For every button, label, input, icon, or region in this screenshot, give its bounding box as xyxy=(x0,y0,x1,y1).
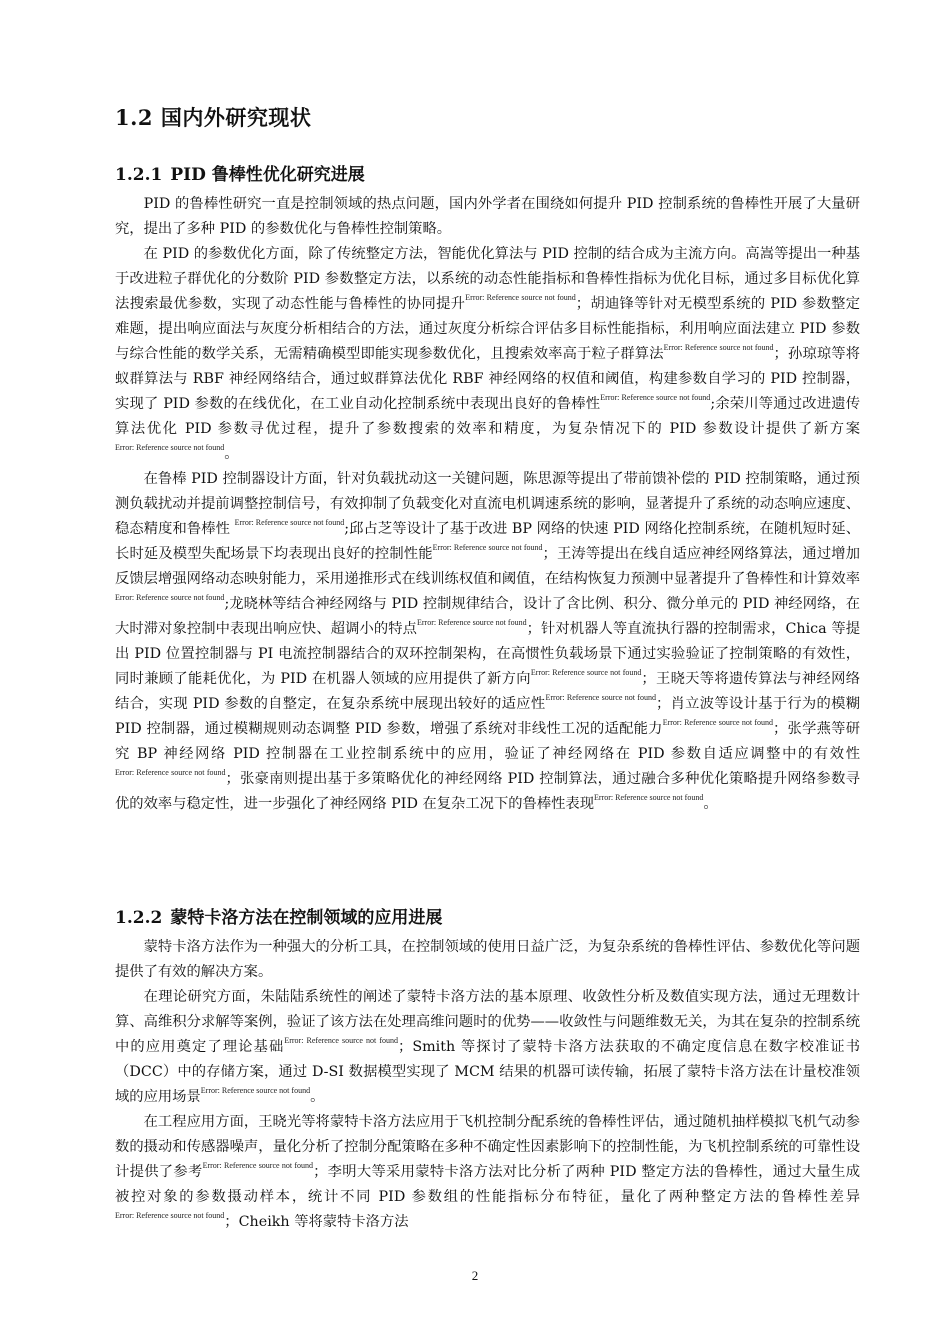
paragraph-text: 在工程应用方面，王晓光等将蒙特卡洛方法应用于飞机控制分配系统的鲁棒性评估，通过随机抽样模拟飞机气动参数的摄动和传感器噪声，量化分析了控制分配策略在多种不确定性因素影响下的控制性能，为飞机控制系统的可靠性设计提供了参考 xyxy=(115,1114,860,1180)
paragraph xyxy=(115,935,860,985)
paragraph-text: ;邱占芝等设计了基于改进 BP 网络的快速 PID 网络化控制系统，在随机短时延、长时延及模型失配场景下均表现出良好的控制性能 xyxy=(115,521,860,562)
subsection-number: 1.2.2 xyxy=(115,908,163,928)
paragraph xyxy=(115,1110,860,1235)
paragraph-text: 在鲁棒 PID 控制器设计方面，针对负载扰动这一关键问题，陈思源等提出了带前馈补偿的 PID 控制策略，通过预测负载扰动并提前调整控制信号，有效抑制了负载变化对直流电机调速系统的影响，显著提升了系统的动态响应速度、稳态精度和鲁棒性 xyxy=(115,471,860,537)
paragraph-text: 。 xyxy=(224,446,239,462)
reference-error-marker: Error: Reference source not found xyxy=(115,593,225,602)
reference-error-marker: Error: Reference source not found xyxy=(284,1036,399,1045)
reference-error-marker: Error: Reference source not found xyxy=(432,543,543,552)
paragraph-text: ；王涛等提出在线自适应神经网络算法，通过增加反馈层增强网络动态映射能力，采用递推形式在线训练权值和阈值，在结构恢复力预测中显著提升了鲁棒性和计算效率 xyxy=(115,546,860,587)
reference-error-marker: Error: Reference source not found xyxy=(115,768,226,777)
page-number: 2 xyxy=(471,1268,479,1283)
reference-error-marker: Error: Reference source not found xyxy=(416,618,527,627)
subsection-title-text: PID 鲁棒性优化研究进展 xyxy=(170,165,365,185)
reference-error-marker: Error: Reference source not found xyxy=(594,793,704,802)
paragraph-text: ；王晓天等将遗传算法与神经网络结合，实现 PID 参数的自整定，在复杂系统中展现出较好的适应性 xyxy=(115,671,860,712)
reference-error-marker: Error: Reference source not found xyxy=(200,1086,311,1095)
paragraph-text: 。 xyxy=(310,1089,325,1105)
subsection-body-1 xyxy=(115,192,860,817)
paragraph-text: ；李明大等采用蒙特卡洛方法对比分析了两种 PID 整定方法的鲁棒性，通过大量生成被控对象的参数摄动样本，统计不同 PID 参数组的性能指标分布特征，量化了两种整定方法的鲁棒性差异 xyxy=(115,1164,860,1205)
paragraph-text: 。 xyxy=(703,796,718,812)
paragraph-text: ；张豪南则提出基于多策略优化的神经网络 PID 控制算法，通过融合多种优化策略提升网络参数寻优的效率与稳定性，进一步强化了神经网络 PID 在复杂工况下的鲁棒性表现 xyxy=(115,771,860,812)
paragraph xyxy=(115,242,860,467)
reference-error-marker: Error: Reference source not found xyxy=(202,1161,314,1170)
paragraph-text: ;龙晓林等结合神经网络与 PID 控制规律结合，设计了含比例、积分、微分单元的 PID 神经网络，在大时滞对象控制中表现出响应快、超调小的特点 xyxy=(115,596,860,637)
reference-error-marker: Error: Reference source not found xyxy=(545,693,656,702)
subsection-title-1 xyxy=(115,160,365,185)
paragraph-text: 蒙特卡洛方法作为一种强大的分析工具，在控制领域的使用日益广泛，为复杂系统的鲁棒性评估、参数优化等问题提供了有效的解决方案。 xyxy=(115,939,860,980)
paragraph-text: ；张学燕等研究 BP 神经网络 PID 控制器在工业控制系统中的应用，验证了神经网络在 PID 参数自适应调整中的有效性 xyxy=(115,721,861,762)
paragraph-text: 在 PID 的参数优化方面，除了传统整定方法，智能优化算法与 PID 控制的结合成为主流方向。高嵩等提出一种基于改进粒子群优化的分数阶 PID 参数整定方法，以系统的动态性能指标和鲁棒性指标为优化目标，通过多目标优化算法搜索最优参数，实现了动态性能与鲁棒性的协同提升 xyxy=(115,246,860,312)
subsection-title-text: 蒙特卡洛方法在控制领域的应用进展 xyxy=(170,908,443,928)
subsection-number: 1.2.1 xyxy=(115,165,163,185)
section-heading: 1.2 国内外研究现状 xyxy=(115,105,312,130)
reference-error-marker: Error: Reference source not found xyxy=(115,443,225,452)
reference-error-marker: Error: Reference source not found xyxy=(115,1211,225,1220)
paragraph-text: ；孙琼琼等将蚁群算法与 RBF 神经网络结合，通过蚁群算法优化 RBF 神经网络的权值和阈值，构建参数自学习的 PID 控制器，实现了 PID 参数的在线优化，在工业自动化控制系统中表现出良好的鲁棒性 xyxy=(115,346,861,412)
paragraph-text: ；Smith 等探讨了蒙特卡洛方法获取的不确定度信息在数字校准证书（DCC）中的存储方案，通过 D-SI 数据模型实现了 MCM 结果的机器可读传输，拓展了蒙特卡洛方法在计量校准领域的应用场景 xyxy=(115,1039,861,1105)
paragraph xyxy=(115,985,860,1110)
paragraph-text: 在理论研究方面，朱陆陆系统性的阐述了蒙特卡洛方法的基本原理、收敛性分析及数值实现方法，通过无理数计算、高维积分求解等案例，验证了该方法在处理高维问题时的优势——收敛性与问题维数无关，为其在复杂的控制系统中的应用奠定了理论基础 xyxy=(115,989,860,1055)
subsection-body-2 xyxy=(115,935,860,1235)
reference-error-marker: Error: Reference source not found xyxy=(600,393,711,402)
reference-error-marker: Error: Reference source not found xyxy=(465,293,576,302)
paragraph xyxy=(115,467,860,817)
reference-error-marker: Error: Reference source not found xyxy=(662,718,773,727)
paragraph-text: ;余荣川等通过改进遗传算法优化 PID 参数寻优过程，提升了参数搜索的效率和精度，为复杂情况下的 PID 参数设计提供了新方案 xyxy=(115,396,860,437)
paragraph-text: ；胡迪锋等针对无模型系统的 PID 参数整定难题，提出响应面法与灰度分析相结合的方法，通过灰度分析综合评估多目标性能指标，利用响应面法建立 PID 参数与综合性能的数学关系，无需精确模型即能实现参数优化，且搜索效率高于粒子群算法 xyxy=(115,296,860,362)
reference-error-marker: Error: Reference source not found xyxy=(234,518,345,527)
paragraph-text: ；肖立波等设计基于行为的模糊 PID 控制器，通过模糊规则动态调整 PID 参数，增强了系统对非线性工况的适配能力 xyxy=(115,696,860,737)
paragraph xyxy=(115,192,860,242)
paragraph-text: ；Cheikh 等将蒙特卡洛方法 xyxy=(224,1214,409,1230)
subsection-title-2 xyxy=(115,903,442,928)
reference-error-marker: Error: Reference source not found xyxy=(530,668,642,677)
paragraph-text: PID 的鲁棒性研究一直是控制领域的热点问题，国内外学者在围绕如何提升 PID 控制系统的鲁棒性开展了大量研究，提出了多种 PID 的参数优化与鲁棒性控制策略。 xyxy=(115,196,860,237)
reference-error-marker: Error: Reference source not found xyxy=(663,343,774,352)
paragraph-text: ；针对机器人等直流执行器的控制需求，Chica 等提出 PID 位置控制器与 PI 电流控制器结合的双环控制架构，在高惯性负载场景下通过实验验证了控制策略的有效性，同时兼顾了能耗优化，为 PID 在机器人领域的应用提供了新方向 xyxy=(115,621,860,687)
